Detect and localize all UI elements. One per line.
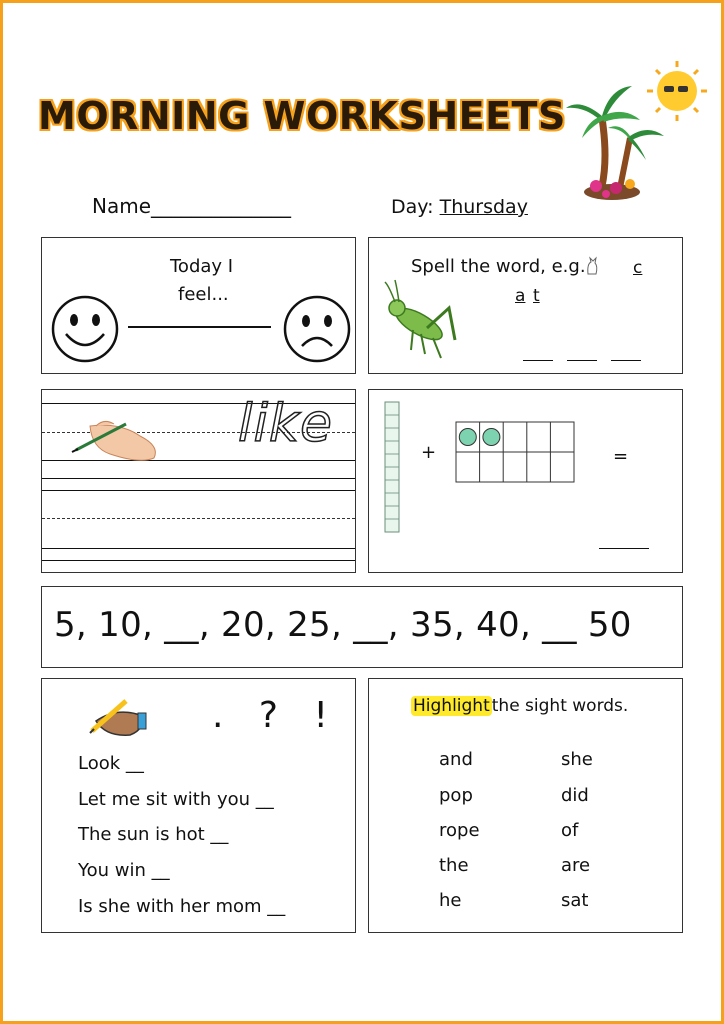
sight-word: he xyxy=(439,890,462,911)
ten-frame xyxy=(455,421,577,485)
day-label xyxy=(391,196,528,218)
spell-letter-a: a xyxy=(515,286,526,306)
feel-prompt-line1: Today I xyxy=(170,256,234,277)
cat-icon xyxy=(585,256,599,276)
sight-word: she xyxy=(561,749,593,770)
math-box xyxy=(368,389,683,573)
spell-prompt: Spell the word, e.g. xyxy=(411,256,586,277)
sight-word: the xyxy=(439,855,469,876)
punctuation-sentence: Let me sit with you __ xyxy=(78,789,274,810)
counter-dot xyxy=(483,429,500,446)
name-label: Name______________ xyxy=(92,194,292,218)
writing-midline xyxy=(42,518,355,519)
spell-blank-1 xyxy=(523,360,553,361)
punctuation-sentence: You win __ xyxy=(78,860,170,881)
sight-word: pop xyxy=(439,785,473,806)
spell-box xyxy=(368,237,683,374)
math-answer-blank xyxy=(599,548,649,549)
trace-word: like xyxy=(238,394,333,454)
plus-sign: + xyxy=(421,442,437,463)
palm-tree-sun-illustration xyxy=(560,58,710,208)
punctuation-box xyxy=(41,678,356,933)
highlight-word: Highlight xyxy=(413,696,490,716)
feel-prompt-line2: feel... xyxy=(178,284,229,305)
punctuation-sentence: The sun is hot __ xyxy=(78,824,229,845)
handwriting-box xyxy=(41,389,356,573)
spell-letter-c: c xyxy=(633,258,643,278)
writing-line xyxy=(42,560,355,561)
punctuation-sentence: Is she with her mom __ xyxy=(78,896,286,917)
sight-word: did xyxy=(561,785,589,806)
grasshopper-icon xyxy=(383,278,463,364)
writing-hand-icon xyxy=(70,416,166,466)
feel-answer-line xyxy=(128,326,271,328)
day-label-text: Day: xyxy=(391,196,434,218)
feelings-box xyxy=(41,237,356,374)
punctuation-marks: . ? ! xyxy=(212,695,340,736)
sight-word: are xyxy=(561,855,591,876)
skip-count-sequence: 5, 10, __, 20, 25, __, 35, 40, __ 50 xyxy=(54,605,632,645)
sight-word: of xyxy=(561,820,579,841)
punctuation-sentence: Look __ xyxy=(78,753,144,774)
writing-line xyxy=(42,490,355,491)
equals-sign: = xyxy=(613,446,629,467)
worksheet-title: MORNING WORKSHEETS xyxy=(38,94,566,138)
sight-words-box xyxy=(368,678,683,933)
sight-word: sat xyxy=(561,890,589,911)
instruction-text: the sight words. xyxy=(491,696,629,716)
sad-face-icon xyxy=(282,294,352,364)
tens-rod-icon xyxy=(383,400,403,534)
counter-dot xyxy=(459,429,476,446)
writing-line xyxy=(42,548,355,549)
spell-letter-t: t xyxy=(533,286,540,306)
day-value: Thursday xyxy=(439,196,528,218)
happy-face-icon xyxy=(50,294,120,364)
writing-line xyxy=(42,478,355,479)
sight-word: and xyxy=(439,749,473,770)
writing-hand-icon xyxy=(86,695,150,739)
skip-count-box xyxy=(41,586,683,668)
sight-words-instruction xyxy=(411,696,628,716)
sight-word: rope xyxy=(439,820,480,841)
spell-blank-3 xyxy=(611,360,641,361)
spell-blank-2 xyxy=(567,360,597,361)
